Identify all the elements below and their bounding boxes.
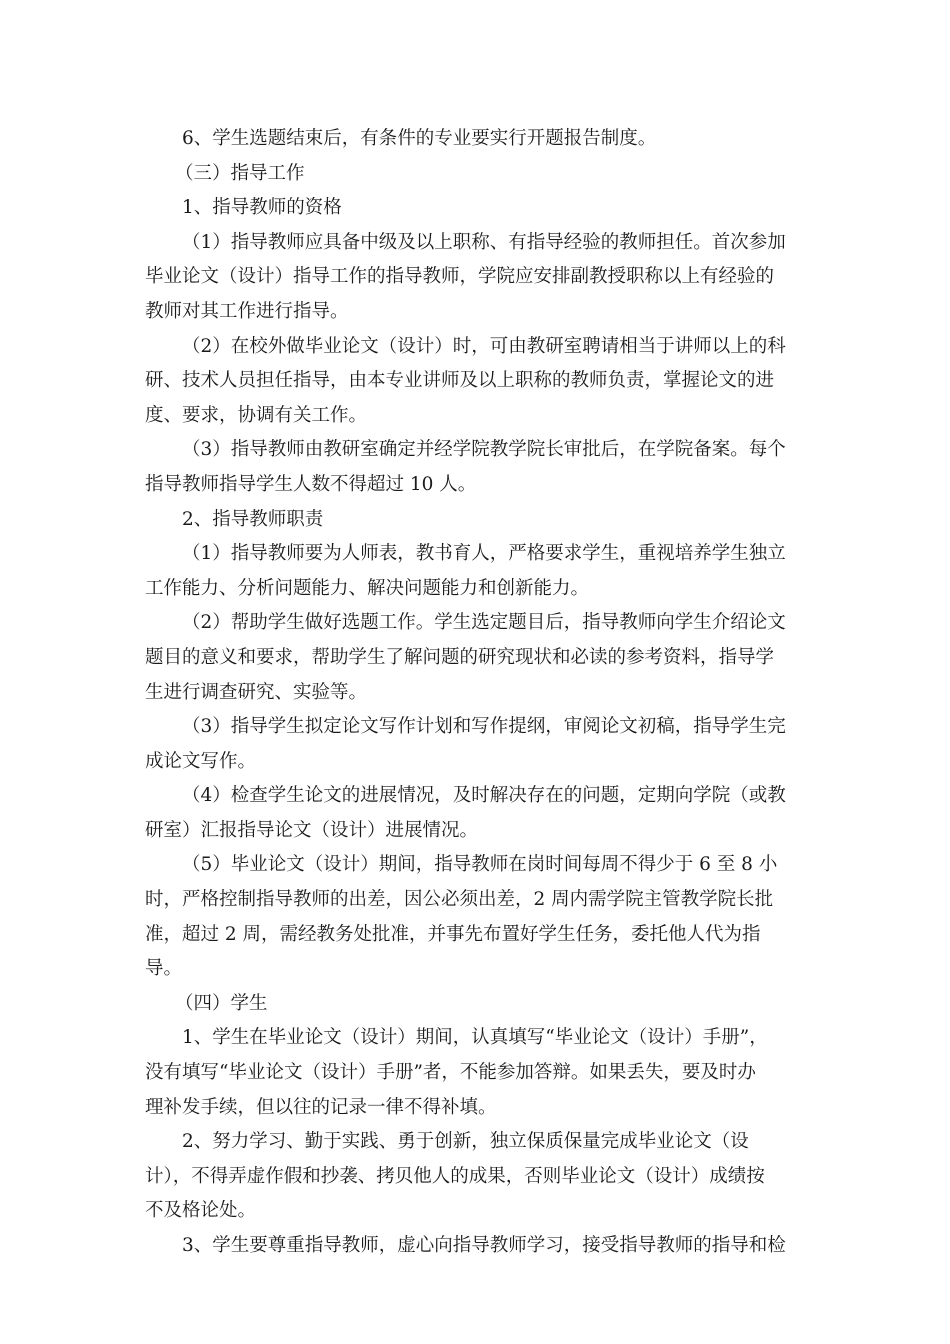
paragraph-line: 度、要求，协调有关工作。 [145,404,368,426]
paragraph-line: 6、学生选题结束后，有条件的专业要实行开题报告制度。 [182,128,657,149]
subsection-heading: 1、指导教师的资格 [182,197,342,219]
paragraph-line: 1、学生在毕业论文（设计）期间，认真填写“毕业论文（设计）手册”， [182,1027,768,1049]
paragraph-line: （3）指导教师由教研室确定并经学院教学院长审批后，在学院备案。每个 [182,439,786,461]
section-heading: （三）指导工作 [175,162,305,184]
subsection-heading: 2、指导教师职责 [182,508,324,530]
paragraph-line: 题目的意义和要求，帮助学生了解问题的研究现状和必读的参考资料，指导学 [145,646,775,668]
paragraph-line: 毕业论文（设计）指导工作的指导教师，学院应安排副教授职称以上有经验的 [145,266,775,288]
paragraph-line: 没有填写“毕业论文（设计）手册”者，不能参加答辩。如果丢失，要及时办 [145,1062,756,1084]
paragraph-line: 工作能力、分析问题能力、解决问题能力和创新能力。 [145,577,590,599]
paragraph-line: （4）检查学生论文的进展情况，及时解决存在的问题，定期向学院（或教 [182,785,786,807]
paragraph-line: 不及格论处。 [145,1200,257,1222]
paragraph-line: 研室）汇报指导论文（设计）进展情况。 [145,819,479,841]
section-heading: （四）学生 [175,992,268,1014]
paragraph-line: （2）帮助学生做好选题工作。学生选定题目后，指导教师向学生介绍论文 [182,612,786,634]
paragraph-line: （1）指导教师要为人师表，教书育人，严格要求学生，重视培养学生独立 [182,543,786,565]
paragraph-line: 生进行调查研究、实验等。 [145,681,368,703]
paragraph-line: 成论文写作。 [145,750,257,772]
document-body [145,122,805,1264]
paragraph-line: 研、技术人员担任指导，由本专业讲师及以上职称的教师负责，掌握论文的进 [145,370,775,392]
paragraph-line: （3）指导学生拟定论文写作计划和写作提纲，审阅论文初稿，指导学生完 [182,716,786,738]
paragraph-line: （1）指导教师应具备中级及以上职称、有指导经验的教师担任。首次参加 [182,231,786,253]
paragraph-line: 时，严格控制指导教师的出差，因公必须出差，2 周内需学院主管教学院长批 [145,889,774,911]
paragraph-line: 教师对其工作进行指导。 [145,300,349,322]
paragraph-line: 理补发手续，但以往的记录一律不得补填。 [145,1096,497,1118]
paragraph-line: 2、努力学习、勤于实践、勇于创新，独立保质保量完成毕业论文（设 [182,1131,749,1153]
paragraph-line: 准，超过 2 周，需经教务处批准，并事先布置好学生任务，委托他人代为指 [145,923,761,945]
paragraph-line: 计），不得弄虚作假和抄袭、拷贝他人的成果，否则毕业论文（设计）成绩按 [145,1165,765,1187]
paragraph-line: 导。 [145,958,183,980]
paragraph-line: 指导教师指导学生人数不得超过 10 人。 [145,473,477,495]
paragraph-line: （2）在校外做毕业论文（设计）时，可由教研室聘请相当于讲师以上的科 [182,335,786,357]
paragraph-line: （5）毕业论文（设计）期间，指导教师在岗时间每周不得少于 6 至 8 小 [182,854,778,876]
paragraph-line: 3、学生要尊重指导教师，虚心向指导教师学习，接受指导教师的指导和检 [182,1235,786,1256]
